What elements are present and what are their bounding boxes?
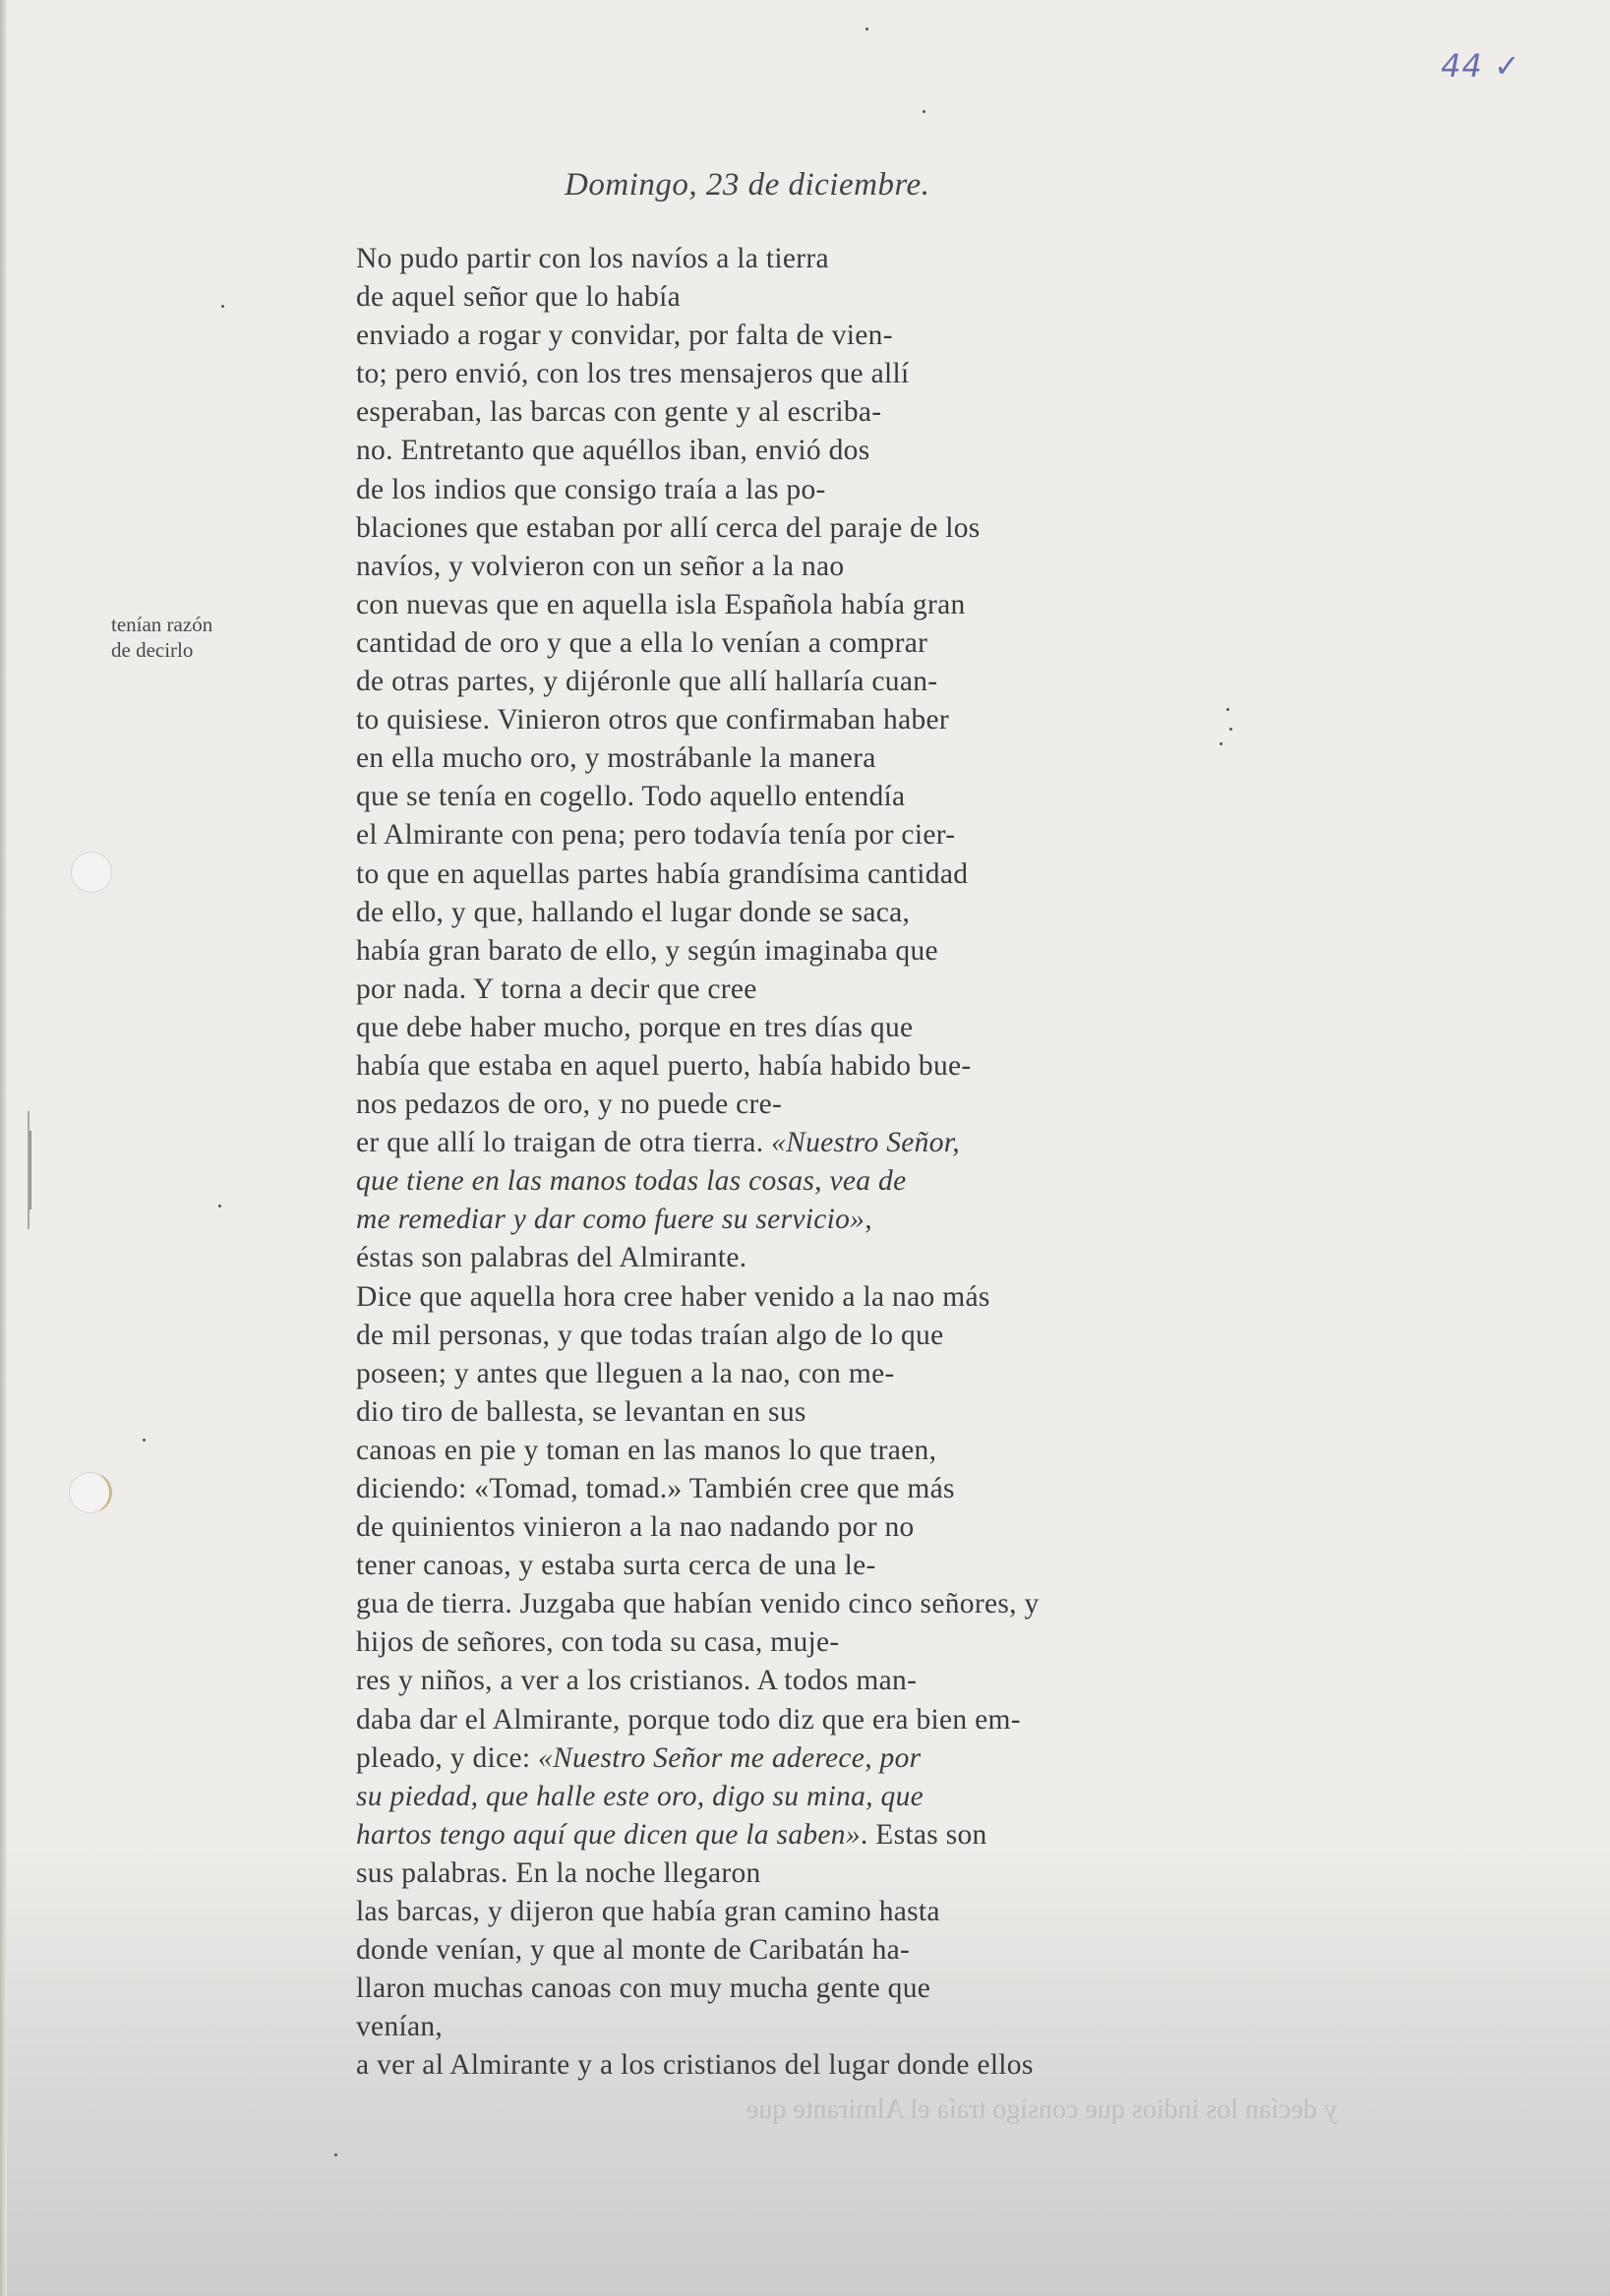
folio-number: 44 ✓ — [1441, 47, 1521, 85]
text-line — [356, 1970, 1340, 2008]
speck — [334, 2153, 337, 2156]
text-line — [356, 1047, 1340, 1086]
text-line — [356, 663, 1340, 701]
line-text: poseen; y antes que lleguen a la nao, con me- — [356, 1357, 895, 1389]
line-text: Dice que aquella hora cree haber venido a la nao más — [356, 1280, 990, 1313]
text-line — [356, 1585, 1340, 1623]
quoted-italic-text: su piedad, que halle este oro, digo su mina, que — [356, 1780, 924, 1812]
speck — [923, 110, 925, 113]
line-text: de mil personas, y que todas traían algo de lo que — [356, 1319, 944, 1351]
text-line — [356, 1662, 1340, 1700]
text-line — [356, 1547, 1340, 1585]
line-text: de otras partes, y dijéronle que allí hallaría cuan- — [356, 666, 938, 698]
text-line — [356, 1393, 1340, 1432]
line-text: había que estaba en aquel puerto, había habido bue- — [356, 1049, 972, 1082]
text-line — [356, 1355, 1340, 1393]
text-line — [356, 1623, 1340, 1662]
margin-note — [111, 612, 212, 663]
text-line — [356, 278, 1340, 317]
quoted-italic-text: me remediar y dar como fuere su servicio», — [356, 1204, 872, 1236]
text-line — [356, 1854, 1340, 1893]
text-line — [356, 1893, 1340, 1931]
text-line — [356, 624, 1340, 663]
line-text: hijos de señores, con toda su casa, muje- — [356, 1626, 840, 1659]
text-line — [356, 1931, 1340, 1970]
line-text: que se tenía en cogello. Todo aquello entendía — [356, 781, 906, 813]
text-line — [356, 739, 1340, 778]
line-text: donde venían, y que al monte de Caribatán ha- — [356, 1934, 911, 1967]
line-text: sus palabras. En la noche llegaron — [356, 1856, 761, 1889]
line-text: enviado a rogar y convidar, por falta de vien- — [356, 320, 893, 352]
text-line — [356, 548, 1340, 586]
text-line — [356, 432, 1340, 470]
text-line — [356, 1739, 1340, 1778]
line-text: blaciones que estaban por allí cerca del paraje de los — [356, 511, 981, 544]
quoted-italic-text: que tiene en las manos todas las cosas, vea de — [356, 1165, 907, 1198]
entry-date-heading: Domingo, 23 de diciembre. — [565, 167, 930, 203]
text-line — [356, 2008, 1340, 2046]
line-text: por nada. Y torna a decir que cree — [356, 972, 757, 1005]
text-line — [356, 932, 1340, 971]
text-line — [356, 971, 1340, 1009]
line-text: tener canoas, y estaba surta cerca de una le- — [356, 1550, 876, 1582]
body-text — [356, 240, 1340, 2086]
text-line — [356, 855, 1340, 894]
line-text: No pudo partir con los navíos a la tierra — [356, 243, 829, 274]
line-text: to; pero envió, con los tres mensajeros que allí — [356, 358, 910, 390]
line-text: res y niños, a ver a los cristianos. A todos man- — [356, 1665, 918, 1697]
line-text: pleado, y dice: — [356, 1741, 539, 1774]
line-text: navíos, y volvieron con un señor a la nao — [356, 550, 845, 582]
line-text: que debe haber mucho, porque en tres días que — [356, 1011, 914, 1043]
line-text: a ver al Almirante y a los cristianos del lugar donde ellos — [356, 2049, 1034, 2082]
bleed-through-text: y decían los indios que consigo traía el Almirante que — [745, 2094, 1338, 2125]
text-line — [356, 1124, 1340, 1162]
line-text: . Estas son — [860, 1818, 987, 1851]
punch-hole-mark — [71, 852, 112, 893]
line-text: gua de tierra. Juzgaba que habían venido cinco señores, y — [356, 1588, 1040, 1620]
text-line — [356, 1508, 1340, 1547]
text-line — [356, 471, 1340, 509]
line-text: en ella mucho oro, y mostrábanle la manera — [356, 742, 876, 775]
quoted-italic-text: «Nuestro Señor me aderece, por — [538, 1741, 922, 1774]
speck — [865, 28, 868, 30]
speck — [218, 1205, 221, 1207]
line-text: to quisiese. Vinieron otros que confirmaban haber — [356, 704, 950, 736]
line-text: diciendo: «Tomad, tomad.» También cree que más — [356, 1473, 955, 1504]
text-line — [356, 1009, 1340, 1047]
line-text: esperaban, las barcas con gente y al escriba- — [356, 396, 882, 429]
line-text: dio tiro de ballesta, se levantan en sus — [356, 1395, 806, 1428]
line-text: er que allí lo traigan de otra tierra. — [356, 1127, 772, 1159]
line-text: llaron muchas canoas con muy mucha gente que — [356, 1972, 931, 2005]
text-line — [356, 2046, 1340, 2085]
text-line — [356, 1701, 1340, 1739]
text-line — [356, 778, 1340, 816]
punch-hole-mark — [69, 1472, 112, 1513]
text-line — [356, 240, 1340, 278]
margin-note-line: de decirlo — [111, 638, 194, 662]
text-line — [356, 816, 1340, 854]
line-text: cantidad de oro y que a ella lo venían a comprar — [356, 626, 928, 659]
line-text: daba dar el Almirante, porque todo diz que era bien em- — [356, 1703, 1021, 1736]
text-line — [356, 1317, 1340, 1355]
text-line — [356, 317, 1340, 355]
text-line — [356, 1201, 1340, 1239]
page-left-edge — [0, 0, 7, 2296]
text-line — [356, 1816, 1340, 1854]
line-text: de aquel señor que lo había — [356, 281, 682, 314]
line-text: éstas son palabras del Almirante. — [356, 1242, 747, 1274]
quoted-italic-text: «Nuestro Señor, — [771, 1127, 960, 1159]
text-line — [356, 393, 1340, 432]
text-line — [356, 1239, 1340, 1277]
line-text: no. Entretanto que aquéllos iban, envió dos — [356, 435, 870, 467]
text-line — [356, 1086, 1340, 1124]
text-line — [356, 586, 1340, 624]
text-line — [356, 1432, 1340, 1470]
text-line — [356, 1278, 1340, 1317]
text-line — [356, 701, 1340, 739]
text-line — [356, 509, 1340, 548]
margin-note-line: tenían razón — [111, 613, 213, 636]
line-text: to que en aquellas partes había grandísima cantidad — [356, 857, 969, 890]
text-line — [356, 1778, 1340, 1816]
quoted-italic-text: hartos tengo aquí que dicen que la saben» — [356, 1818, 861, 1851]
line-text: las barcas, y dijeron que había gran camino hasta — [356, 1896, 940, 1928]
line-text: de los indios que consigo traía a las po- — [356, 473, 826, 505]
line-text: el Almirante con pena; pero todavía tenía por cier- — [356, 819, 956, 852]
line-text: nos pedazos de oro, y no puede cre- — [356, 1089, 783, 1121]
text-line — [356, 1162, 1340, 1201]
margin-rule-mark — [30, 1131, 31, 1209]
line-text: venían, — [356, 2011, 444, 2043]
line-text: de ello, y que, hallando el lugar donde se saca, — [356, 896, 911, 928]
line-text: canoas en pie y toman en las manos lo que traen, — [356, 1434, 937, 1466]
text-line — [356, 894, 1340, 932]
speck — [221, 305, 224, 308]
line-text: había gran barato de ello, y según imaginaba que — [356, 934, 938, 967]
speck — [143, 1439, 146, 1442]
line-text: de quinientos vinieron a la nao nadando por no — [356, 1511, 915, 1544]
text-line — [356, 355, 1340, 393]
line-text: con nuevas que en aquella isla Española había gran — [356, 588, 966, 620]
text-line — [356, 1470, 1340, 1508]
